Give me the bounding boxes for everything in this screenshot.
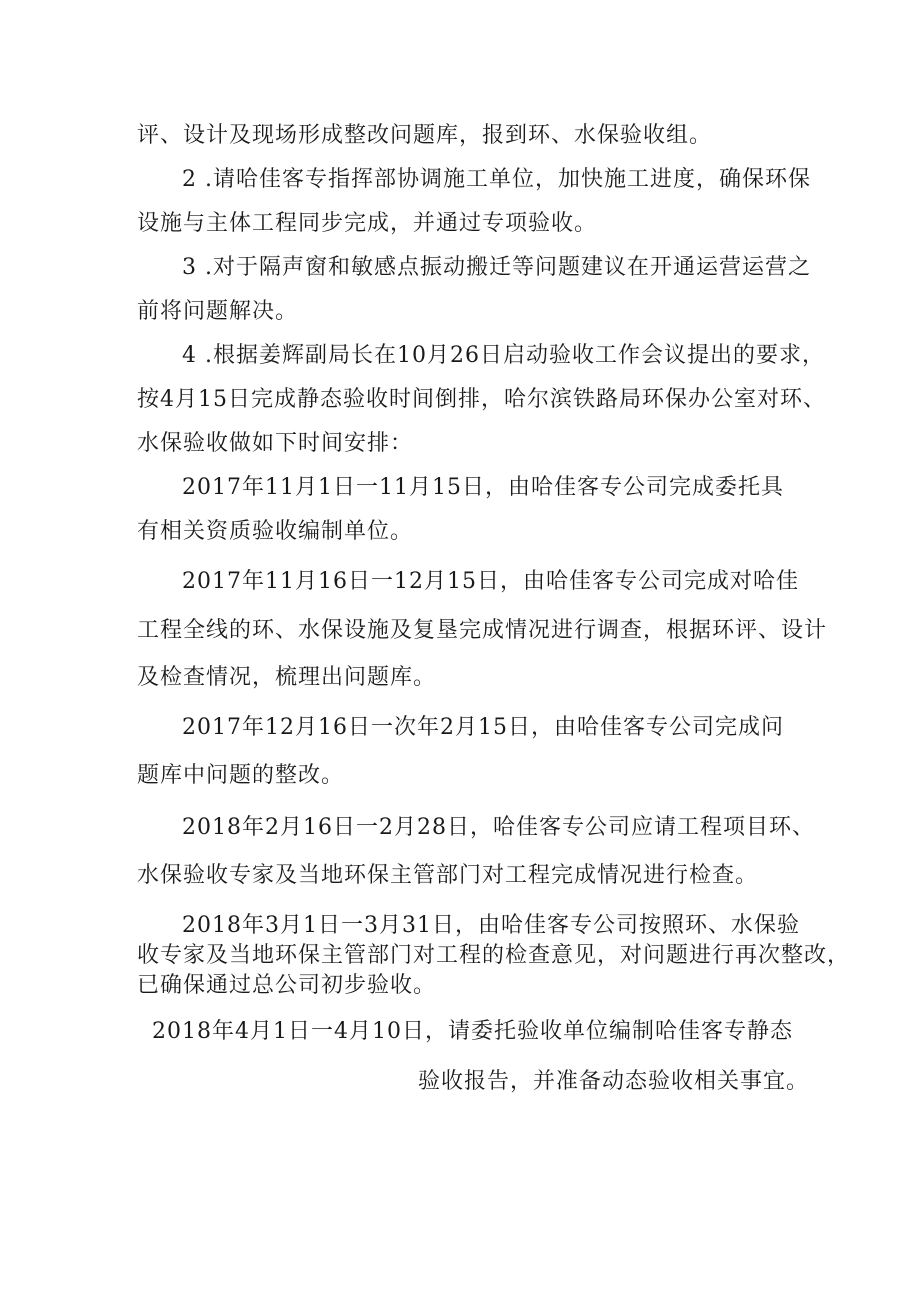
text-line: 2017年11月16日一12月15日，由哈佳客专公司完成对哈佳 bbox=[182, 569, 799, 594]
text-line: 及检查情况，梳理出问题库。 bbox=[137, 665, 437, 690]
text-line: 已确保通过总公司初步验收。 bbox=[137, 973, 437, 998]
text-line: 收专家及当地环保主管部门对工程的检查意见，对问题进行再次整改， bbox=[137, 943, 851, 968]
text-line: 2018年3月1日一3月31日，由哈佳客专公司按照环、水保验 bbox=[182, 913, 800, 938]
text-line: 验收报告，并准备动态验收相关事宜。 bbox=[418, 1069, 810, 1094]
text-line: 2018年4月1日一4月10日，请委托验收单位编制哈佳客专静态 bbox=[152, 1019, 793, 1044]
text-line: 有相关资质验收编制单位。 bbox=[137, 519, 414, 544]
text-line: 题库中问题的整改。 bbox=[137, 763, 345, 788]
text-line: 工程全线的环、水保设施及复垦完成情况进行调查，根据环评、设计 bbox=[137, 618, 828, 643]
text-line: 2017年12月16日一次年2月15日，由哈佳客专公司完成问 bbox=[182, 715, 784, 740]
text-line: 按4月15日完成静态验收时间倒排，哈尔滨铁路局环保办公室对环、 bbox=[137, 387, 826, 412]
text-line: 前将问题解决。 bbox=[137, 299, 299, 324]
text-line: 2018年2月16日一2月28日，哈佳客专公司应请工程项目环、 bbox=[182, 815, 815, 840]
text-line: 设施与主体工程同步完成，并通过专项验收。 bbox=[137, 211, 598, 236]
text-line: 4 .根据姜辉副局长在10月26日启动验收工作会议提出的要求， bbox=[182, 343, 825, 368]
text-line: 3 .对于隔声窗和敏感点振动搬迁等问题建议在开通运营运营之 bbox=[182, 255, 811, 280]
text-line: 评、设计及现场形成整改问题库，报到环、水保验收组。 bbox=[137, 123, 713, 148]
text-line: 水保验收专家及当地环保主管部门对工程完成情况进行检查。 bbox=[137, 863, 759, 888]
text-line: 2017年11月1日一11月15日，由哈佳客专公司完成委托具 bbox=[182, 475, 784, 500]
text-line: 水保验收做如下时间安排： bbox=[137, 431, 414, 456]
text-line: 2 .请哈佳客专指挥部协调施工单位，加快施工进度，确保环保 bbox=[182, 167, 811, 192]
